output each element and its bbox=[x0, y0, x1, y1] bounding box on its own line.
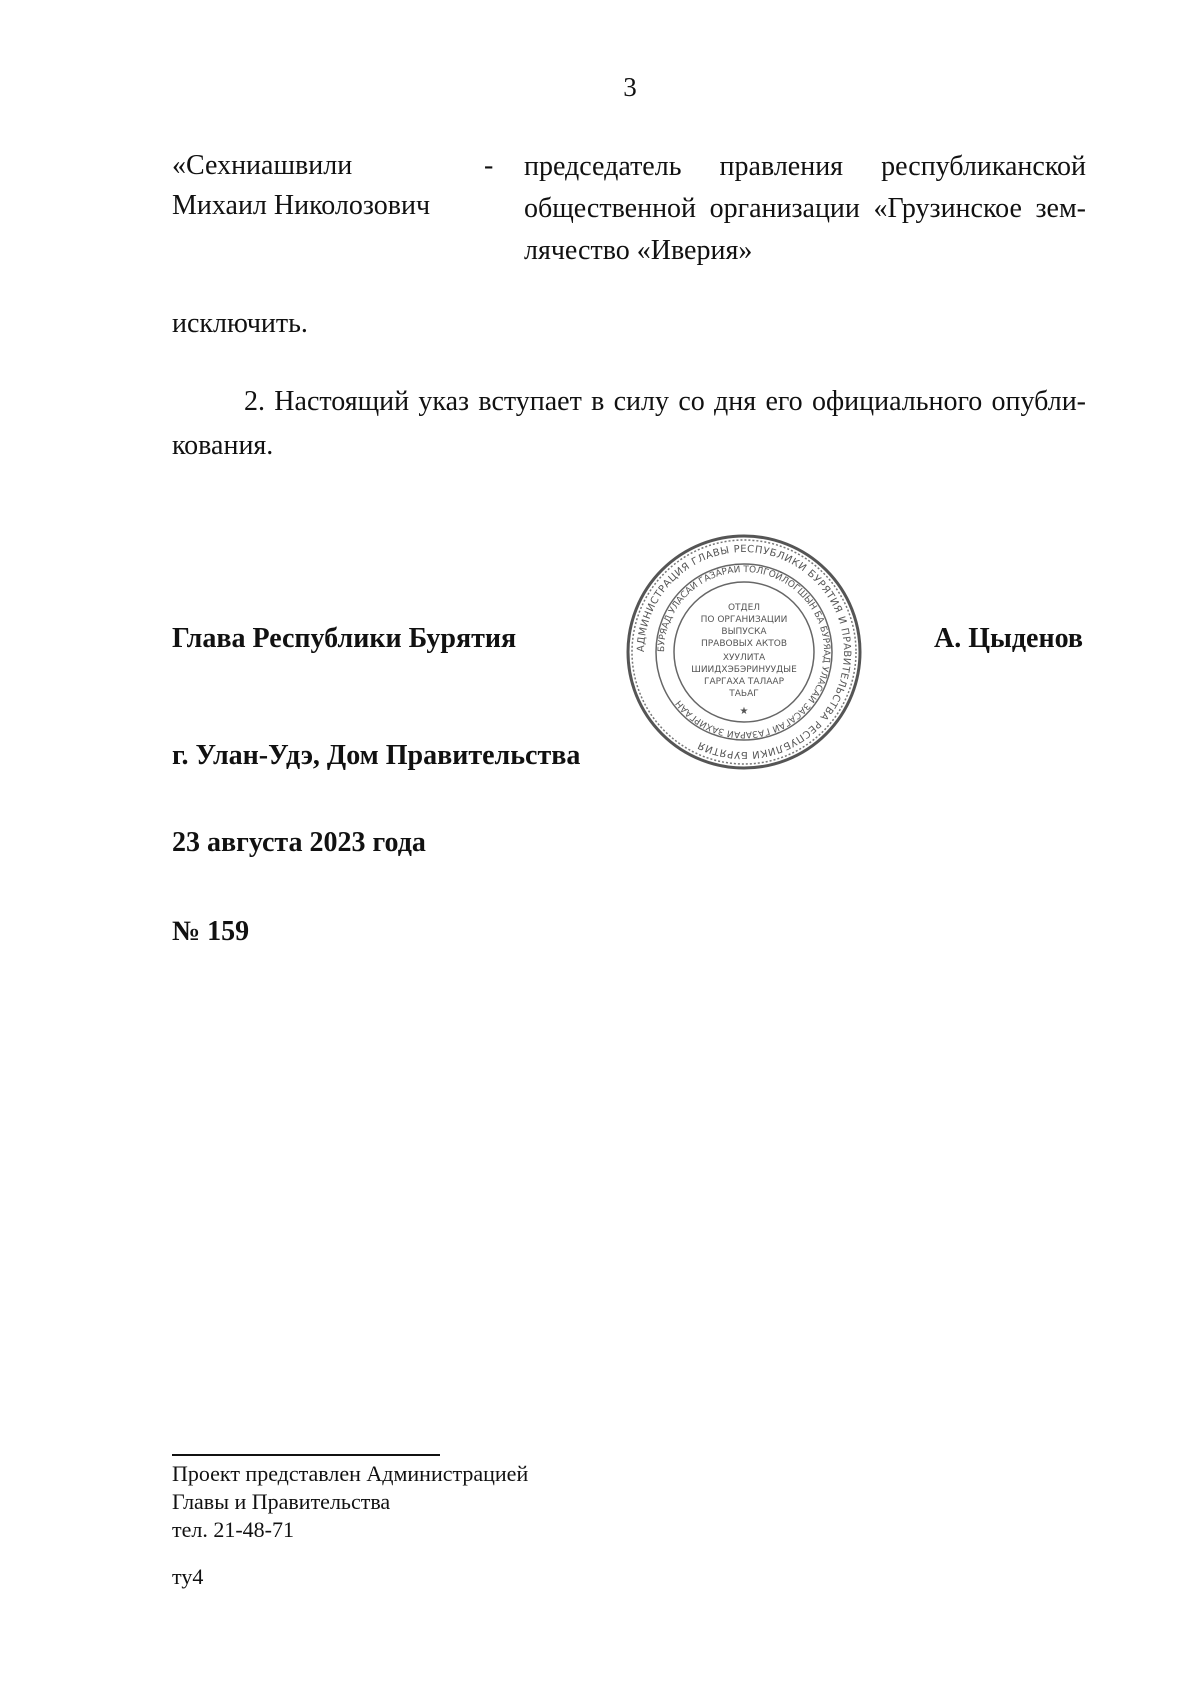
signer-position: Глава Республики Бурятия bbox=[172, 623, 517, 654]
seal-center-line: ШИИДХЭБЭРИНУУДЫЕ bbox=[691, 665, 797, 675]
seal-center-line: ГАРГАХА ТАЛААР bbox=[703, 677, 785, 687]
footnote-divider bbox=[172, 1454, 440, 1456]
footnote-line-2: Главы и Правительства bbox=[172, 1489, 391, 1514]
footnote-line-1: Проект представлен Администрацией bbox=[172, 1461, 529, 1486]
entry-dash: - bbox=[484, 150, 494, 181]
document-code: ту4 bbox=[172, 1564, 204, 1589]
seal-inner-text: БУРЯАД УЛАСАЙ ГАЗАРАЙ ТОЛГОЙЛОГШЫН БА БУРЯАД УЛАСАЙ ЗАСАГАЙ ГАЗАРАЙ ЗАХИРГААН bbox=[656, 564, 832, 740]
entry-given-names: Михаил Николозович bbox=[172, 190, 431, 221]
official-seal bbox=[624, 532, 864, 772]
seal-center-line: ТАЬАГ bbox=[729, 689, 759, 699]
seal-star-icon: ★ bbox=[739, 706, 749, 717]
signer-name: А. Цыденов bbox=[934, 623, 1084, 654]
decree-number: № 159 bbox=[172, 916, 250, 947]
seal-center-line: ХУУЛИТА bbox=[722, 653, 766, 663]
seal-center-line: ПО ОРГАНИЗАЦИИ bbox=[700, 615, 788, 625]
entry-person-name bbox=[172, 146, 472, 226]
seal-center-line: ПРАВОВЫХ АКТОВ bbox=[700, 639, 788, 649]
issue-date: 23 августа 2023 года bbox=[172, 827, 426, 858]
paragraph-2: 2. Настоящий указ вступает в силу со дня его официального опубли-кования. bbox=[172, 386, 1086, 461]
seal-outer-text: АДМИНИСТРАЦИЯ ГЛАВЫ РЕСПУБЛИКИ БУРЯТИЯ И ПРАВИТЕЛЬСТВА РЕСПУБЛИКИ БУРЯТИЯ bbox=[635, 543, 853, 761]
issue-place: г. Улан-Удэ, Дом Правительства bbox=[172, 740, 581, 771]
entry-description: председатель правления республиканской общественной организации «Грузинское зем-лячество «Иверия» bbox=[524, 151, 1086, 266]
footnote-phone: тел. 21-48-71 bbox=[172, 1517, 295, 1542]
footnote bbox=[172, 1460, 528, 1544]
seal-center-line: ВЫПУСКА bbox=[721, 627, 767, 637]
seal-center-line: ОТДЕЛ bbox=[727, 603, 761, 613]
exclude-text: исключить. bbox=[172, 308, 308, 339]
entry-surname: «Сехниашвили bbox=[172, 150, 353, 181]
page-number: 3 bbox=[623, 72, 637, 102]
